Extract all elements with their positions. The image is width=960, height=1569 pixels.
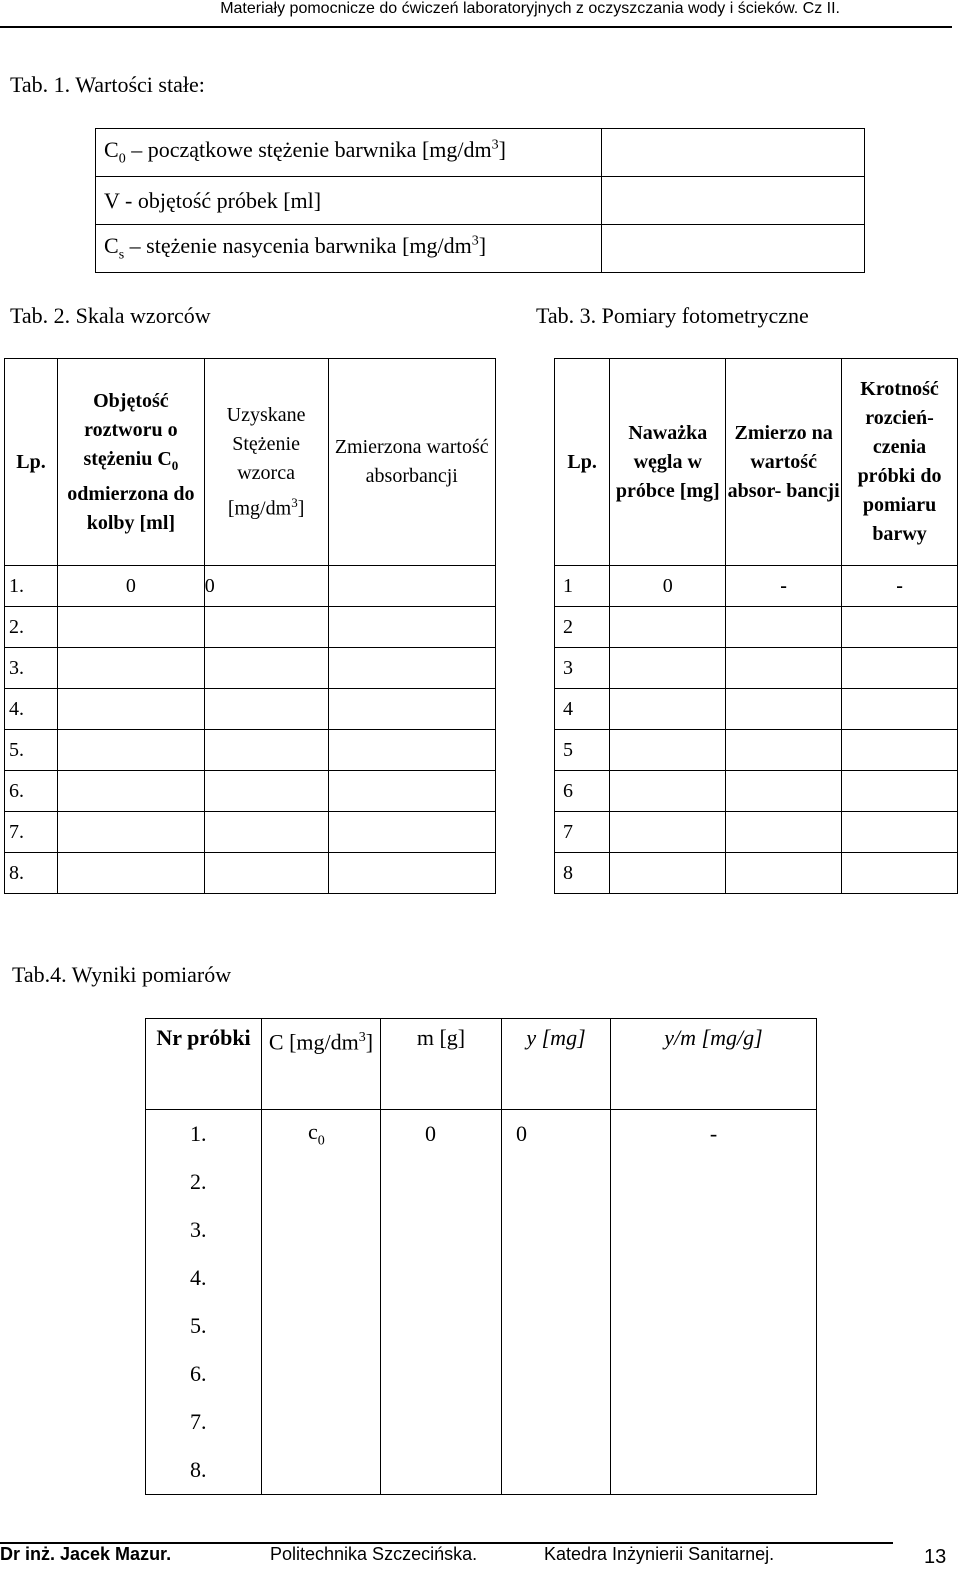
tab1-label: $C_s$ – stężenie nasycenia barwnika $[mg/dm^3]$ [96,225,602,273]
footer-department: Katedra Inżynierii Sanitarnej. [544,1544,775,1564]
tab2-cell-concentration[interactable] [204,607,328,648]
tab3-cell-dilution[interactable] [842,771,958,812]
tab4-cell-m[interactable] [381,1206,502,1254]
tab2-header-volume: Objętość roztworu o stężeniu $C_0$ odmierzona do kolby [ml] [58,359,205,566]
tab1-row [96,225,865,273]
tab2-cell-volume[interactable] [58,730,205,771]
tab2-cell-volume[interactable] [58,812,205,853]
tab2-cell-lp: 3. [5,648,58,689]
tab4-cell-m[interactable] [381,1158,502,1206]
tab3-header-mass: Naważka węgla w próbce [mg] [610,359,726,566]
tab3-cell-mass[interactable] [610,771,726,812]
tab3-cell-mass[interactable] [610,648,726,689]
tab4-cell-nr: 5. [146,1302,262,1350]
tab3-cell-lp: 4 [555,689,610,730]
tab4-header-row [146,1019,817,1110]
tab4-cell-ym[interactable] [611,1254,817,1302]
tab4-cell-c[interactable] [262,1302,381,1350]
tab3-cell-lp: 7 [555,812,610,853]
table-row [146,1158,817,1206]
tab2-cell-absorbance[interactable] [328,853,496,894]
tab3-header-lp: Lp. [555,359,610,566]
table-row [146,1446,817,1495]
tab2-cell-volume[interactable] [58,771,205,812]
tab3-cell-mass[interactable] [610,812,726,853]
tab1-value-cell[interactable] [602,177,865,225]
tab3-cell-lp: 3 [555,648,610,689]
tab2-cell-absorbance[interactable] [328,566,496,607]
table-row [5,566,496,607]
tab4-header-c: C $[mg/dm^3]$ [262,1019,381,1110]
tab2-cell-concentration[interactable] [204,648,328,689]
table-row [5,812,496,853]
tab2-cell-concentration[interactable] [204,771,328,812]
tab3-cell-absorbance[interactable]: - [726,566,842,607]
tab2-cell-concentration[interactable] [204,689,328,730]
tab4-cell-nr: 4. [146,1254,262,1302]
tab3-cell-absorbance[interactable] [726,730,842,771]
tab3-cell-dilution[interactable] [842,689,958,730]
tab3-cell-dilution[interactable] [842,730,958,771]
tab3-cell-absorbance[interactable] [726,771,842,812]
tab3-cell-lp: 2 [555,607,610,648]
tab4-header-nr: Nr próbki [146,1019,262,1110]
tab2-cell-lp: 1. [5,566,58,607]
tab4-cell-ym[interactable] [611,1398,817,1446]
tab4-cell-ym[interactable] [611,1350,817,1398]
tab2-cell-volume[interactable]: 0 [58,566,205,607]
tab3-cell-absorbance[interactable] [726,648,842,689]
tab3-cell-lp: 6 [555,771,610,812]
tab2-cell-absorbance[interactable] [328,730,496,771]
tab4-cell-c[interactable] [262,1350,381,1398]
tab2-cell-absorbance[interactable] [328,812,496,853]
tab4-cell-m[interactable] [381,1350,502,1398]
tab2-cell-absorbance[interactable] [328,689,496,730]
tab4-cell-y[interactable] [502,1158,611,1206]
tab3-cell-dilution[interactable] [842,648,958,689]
tab4-cell-ym[interactable] [611,1446,817,1495]
tab3-cell-mass[interactable] [610,607,726,648]
tab4-cell-y[interactable]: 0 [502,1110,611,1159]
footer-university: Politechnika Szczecińska. [270,1544,478,1564]
table-row [146,1254,817,1302]
tab2-header-row [5,359,496,566]
tab3-cell-dilution[interactable] [842,853,958,894]
tab3-cell-dilution[interactable]: - [842,566,958,607]
tab4-cell-y[interactable] [502,1398,611,1446]
tab2-cell-absorbance[interactable] [328,648,496,689]
tab2-cell-lp: 6. [5,771,58,812]
tab4-cell-nr: 1. [146,1110,262,1159]
tab3-cell-lp: 1 [555,566,610,607]
tab2-cell-lp: 7. [5,812,58,853]
tab2-title: Tab. 2. Skala wzorców [10,303,211,328]
tab2-cell-volume[interactable] [58,648,205,689]
tab4-results-table [145,1018,817,1495]
table-row [5,730,496,771]
tab4-cell-y[interactable] [502,1254,611,1302]
table-row [555,648,958,689]
tab3-cell-lp: 5 [555,730,610,771]
table-row [5,689,496,730]
tab3-cell-absorbance[interactable] [726,607,842,648]
tab4-cell-ym[interactable]: - [611,1110,817,1159]
tab2-cell-concentration[interactable] [204,853,328,894]
table-row [146,1206,817,1254]
tab2-standards-table [4,358,496,894]
table-row [146,1398,817,1446]
tab4-header-ym: y/m [mg/g] [611,1019,817,1110]
tab2-cell-volume[interactable] [58,689,205,730]
tab4-cell-y[interactable] [502,1206,611,1254]
tab4-cell-nr: 7. [146,1398,262,1446]
footer-author: Dr inż. Jacek Mazur. [0,1544,172,1564]
tab4-cell-m[interactable] [381,1302,502,1350]
tab3-photometric-table [554,358,958,894]
tab4-cell-ym[interactable] [611,1302,817,1350]
tab2-header-concentration: Uzyskane Stężenie wzorca $[mg/dm^3]$ [204,359,328,566]
tab2-cell-lp: 5. [5,730,58,771]
tab2-cell-concentration[interactable]: 0 [204,566,328,607]
table-row [146,1302,817,1350]
table-row [555,853,958,894]
tab3-cell-mass[interactable] [610,730,726,771]
tab3-cell-absorbance[interactable] [726,689,842,730]
tab2-cell-concentration[interactable] [204,812,328,853]
tab4-cell-nr: 2. [146,1158,262,1206]
table-row [555,607,958,648]
tab3-cell-dilution[interactable] [842,812,958,853]
tab4-cell-m[interactable]: 0 [381,1110,502,1159]
tab4-cell-nr: 6. [146,1350,262,1398]
tab1-value-cell[interactable] [602,225,865,273]
tab1-label: V - objętość próbek [ml] [96,177,602,225]
tab2-header-lp: Lp. [5,359,58,566]
header-text: Materiały pomocnicze do ćwiczeń laboratoryjnych z oczyszczania wody i ścieków. Cz II. [220,0,840,17]
tab4-cell-y[interactable] [502,1350,611,1398]
page-number: 13 [924,1546,947,1568]
tab4-cell-m[interactable] [381,1446,502,1495]
tab1-title: Tab. 1. Wartości stałe: [10,72,205,97]
tab3-cell-absorbance[interactable] [726,853,842,894]
tab4-cell-c[interactable]: $c_0$ [262,1110,381,1159]
tab2-header-absorbance: Zmierzona wartość absorbancji [328,359,496,566]
tab3-cell-mass[interactable]: 0 [610,566,726,607]
tab1-constants-table [95,128,865,273]
tab4-cell-y[interactable] [502,1302,611,1350]
page-header [0,0,952,28]
tab4-header-y: y [mg] [502,1019,611,1110]
table-row [555,812,958,853]
tab1-value-cell[interactable] [602,129,865,177]
tab2-cell-volume[interactable] [58,853,205,894]
tab2-cell-absorbance[interactable] [328,771,496,812]
tab3-title: Tab. 3. Pomiary fotometryczne [536,303,809,328]
tab4-cell-m[interactable] [381,1398,502,1446]
table-row [5,853,496,894]
table-row [5,648,496,689]
tab3-cell-mass[interactable] [610,689,726,730]
tab2-cell-concentration[interactable] [204,730,328,771]
tab1-row [96,129,865,177]
table-row [555,730,958,771]
tab3-header-row [555,359,958,566]
table-row [146,1350,817,1398]
table-row [555,771,958,812]
table-row [5,607,496,648]
tab4-title: Tab.4. Wyniki pomiarów [12,962,232,987]
tab3-cell-dilution[interactable] [842,607,958,648]
tab2-cell-lp: 2. [5,607,58,648]
tab3-cell-absorbance[interactable] [726,812,842,853]
tab4-cell-c[interactable] [262,1446,381,1495]
tab2-cell-lp: 8. [5,853,58,894]
tab3-cell-mass[interactable] [610,853,726,894]
tab3-cell-lp: 8 [555,853,610,894]
tab4-cell-nr: 3. [146,1206,262,1254]
tab3-header-absorbance: Zmierzo na wartość absor- bancji [726,359,842,566]
tab2-cell-volume[interactable] [58,607,205,648]
tab4-cell-c[interactable] [262,1158,381,1206]
tab4-cell-ym[interactable] [611,1158,817,1206]
table-row [5,771,496,812]
tab1-row [96,177,865,225]
table-row [146,1110,817,1159]
tab4-cell-nr: 8. [146,1446,262,1495]
tab1-label: $C_0$ – początkowe stężenie barwnika $[mg/dm^3]$ [96,129,602,177]
tab2-cell-lp: 4. [5,689,58,730]
tab2-cell-absorbance[interactable] [328,607,496,648]
tab4-cell-m[interactable] [381,1254,502,1302]
tab3-header-dilution: Krotność rozcień- czenia próbki do pomiaru barwy [842,359,958,566]
tab4-header-m: m [g] [381,1019,502,1110]
tab4-cell-ym[interactable] [611,1206,817,1254]
table-row [555,566,958,607]
tab4-cell-c[interactable] [262,1254,381,1302]
table-row [555,689,958,730]
tab4-cell-y[interactable] [502,1446,611,1495]
tab4-cell-c[interactable] [262,1206,381,1254]
tab4-cell-c[interactable] [262,1398,381,1446]
